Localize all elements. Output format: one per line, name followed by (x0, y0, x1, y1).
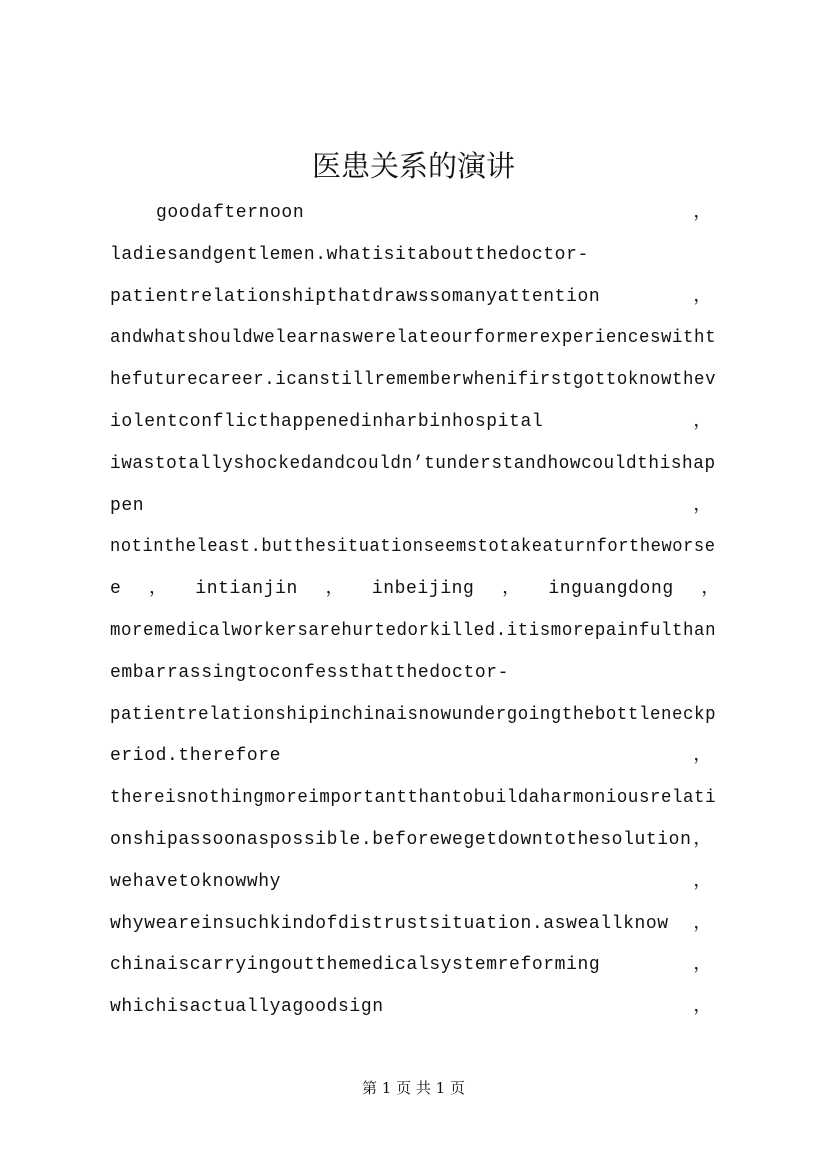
text-line (110, 527, 720, 569)
line-text: patientrelationshipthatdrawssomanyattention (110, 286, 601, 307)
line-text: hefuturecareer.icanstillrememberwhenifirstgottoknowthev (110, 370, 717, 391)
line-segment: ， (701, 579, 720, 600)
line-text: moremedicalworkersarehurtedorkilled.itismorepainfulthan (110, 620, 717, 641)
line-text: onshipassoonaspossible.beforewegetdowntothesolution (110, 829, 692, 850)
text-line (110, 193, 720, 235)
text-line (110, 736, 720, 778)
line-segment: e (110, 579, 122, 600)
text-line (110, 360, 720, 402)
text-line (110, 277, 720, 319)
text-line (110, 653, 720, 695)
line-text: chinaiscarryingoutthemedicalsystemreforming (110, 955, 601, 976)
line-comma: ， (693, 871, 712, 892)
text-line (110, 820, 720, 862)
line-text: goodafternoon (156, 203, 305, 223)
line-comma: ， (693, 997, 712, 1018)
line-text: embarrassingtoconfessthatthedoctor- (110, 662, 510, 683)
line-segment: intianjin (195, 579, 298, 600)
text-line (110, 444, 720, 486)
line-text: notintheleast.butthesituationseemstotakeaturnfortheworse (110, 537, 716, 558)
line-comma: ， (693, 913, 712, 934)
line-text: wehavetoknowwhy (110, 871, 282, 892)
text-line (110, 486, 720, 528)
line-segment: inguangdong (548, 579, 674, 600)
line-comma: ， (693, 203, 712, 223)
text-line (110, 402, 720, 444)
line-segment: ， (149, 579, 168, 600)
text-line (110, 695, 720, 737)
text-line (110, 611, 720, 653)
line-text: whyweareinsuchkindofdistrustsituation.asweallknow (110, 913, 669, 934)
line-text: eriod.therefore (110, 746, 282, 767)
text-line (110, 318, 720, 360)
text-line (110, 862, 720, 904)
line-text: iolentconflicthappenedinharbinhospital (110, 411, 544, 432)
line-comma: ， (693, 955, 712, 976)
line-text: whichisactuallyagoodsign (110, 997, 384, 1018)
line-text: pen (110, 495, 145, 516)
line-comma: ， (693, 411, 712, 432)
line-segment: ， (502, 579, 521, 600)
text-line (110, 235, 720, 277)
page-footer: 第 1 页 共 1 页 (362, 1079, 465, 1097)
text-line (110, 987, 720, 1029)
text-line (110, 778, 720, 820)
line-segment: ， (325, 579, 345, 600)
line-comma: ， (693, 746, 712, 767)
line-text: iwastotallyshockedandcouldn’tunderstandhowcouldthishap (110, 453, 716, 474)
document-title: 医患关系的演讲 (311, 149, 515, 183)
line-text: andwhatshouldwelearnaswerelateourformerexperienceswitht (110, 328, 717, 349)
text-line (110, 945, 720, 987)
line-segment: inbeijing (371, 579, 475, 600)
line-comma: ， (693, 829, 712, 850)
line-comma: ， (693, 286, 712, 307)
line-text: ladiesandgentlemen.whatisitaboutthedoctor- (110, 244, 589, 265)
line-comma: ， (693, 495, 712, 516)
line-text: thereisnothingmoreimportantthantobuildaharmoniousrelati (110, 788, 717, 809)
text-line-justified (110, 569, 720, 611)
text-line (110, 904, 720, 946)
speech-body (110, 193, 720, 1029)
line-text: patientrelationshipinchinaisnowundergoingthebottleneckp (110, 704, 717, 725)
